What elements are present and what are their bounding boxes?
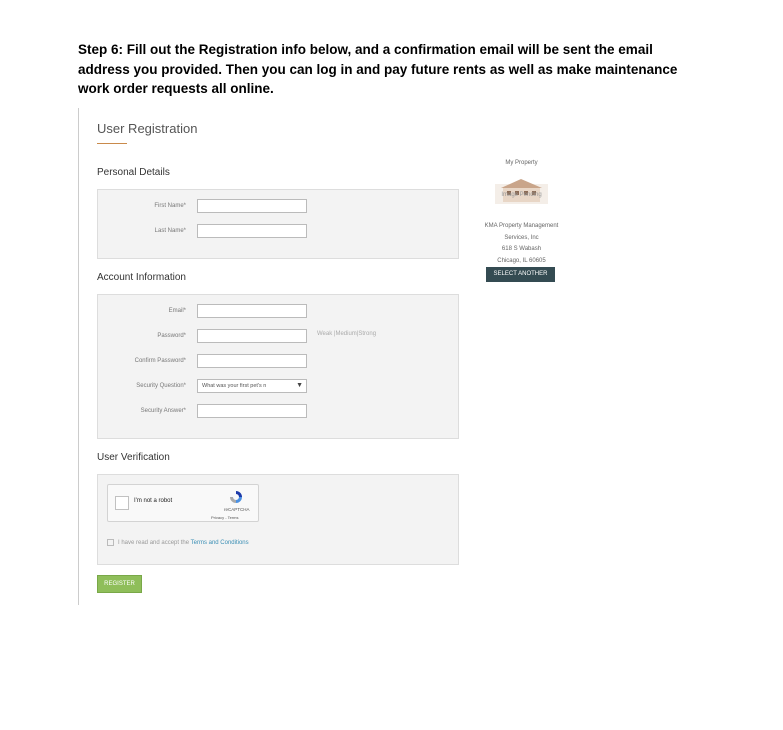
title-underline — [97, 143, 127, 144]
register-button[interactable]: REGISTER — [97, 575, 142, 593]
instructions-text: Step 6: Fill out the Registration info below, and a confirmation email will be sent the email address you provided. Then you can log in and pay future rents as well as make maintenance work order requests all online. — [78, 42, 678, 96]
terms-and-conditions-link[interactable]: Terms and Conditions — [190, 540, 249, 547]
first-name-field[interactable] — [197, 199, 307, 213]
confirm-password-field[interactable] — [197, 354, 307, 368]
address-line: Chicago, IL 60605 — [497, 257, 546, 264]
address-line: KMA Property Management — [484, 223, 559, 229]
password-strength-meter: Weak |Medium|Strong — [317, 331, 377, 337]
security-question-value: What was your first pet's n — [202, 383, 267, 389]
terms-agreement — [107, 539, 249, 546]
dropdown-arrow-icon: ▼ — [296, 382, 303, 389]
first-name-label: First Name* — [154, 203, 186, 209]
select-another-button[interactable]: SELECT ANOTHER — [486, 267, 555, 282]
address-line: 618 S Wabash — [501, 246, 542, 252]
my-property-label: My Property — [505, 160, 538, 166]
security-answer-field[interactable] — [197, 404, 307, 418]
panel-divider — [78, 108, 79, 605]
recaptcha-logo-icon — [229, 490, 243, 504]
address-line: Services, Inc — [504, 234, 539, 241]
recaptcha-brand: reCAPTCHA — [224, 507, 250, 512]
recaptcha-widget — [107, 484, 259, 522]
personal-details-heading: Personal Details — [97, 167, 170, 178]
recaptcha-privacy-terms[interactable]: Privacy - Terms — [211, 515, 239, 520]
password-field[interactable] — [197, 329, 307, 343]
property-address — [470, 221, 573, 267]
image-pending-text: Image Pending — [501, 192, 542, 198]
security-question-select[interactable] — [197, 379, 307, 393]
email-field[interactable] — [197, 304, 307, 318]
recaptcha-checkbox[interactable] — [115, 496, 129, 510]
security-question-label: Security Question* — [136, 383, 186, 389]
property-image-icon — [495, 178, 548, 204]
recaptcha-label: I'm not a robot — [134, 498, 173, 504]
account-information-heading: Account Information — [97, 272, 186, 283]
user-verification-heading: User Verification — [97, 452, 170, 463]
password-label: Password* — [157, 333, 186, 339]
confirm-password-label: Confirm Password* — [134, 358, 186, 364]
last-name-field[interactable] — [197, 224, 307, 238]
terms-checkbox[interactable] — [107, 539, 114, 546]
last-name-label: Last Name* — [154, 228, 186, 234]
security-answer-label: Security Answer* — [140, 408, 186, 414]
email-label: Email* — [168, 308, 186, 314]
page-title: User Registration — [97, 121, 198, 136]
terms-agreement-text: I have read and accept the — [118, 540, 191, 547]
